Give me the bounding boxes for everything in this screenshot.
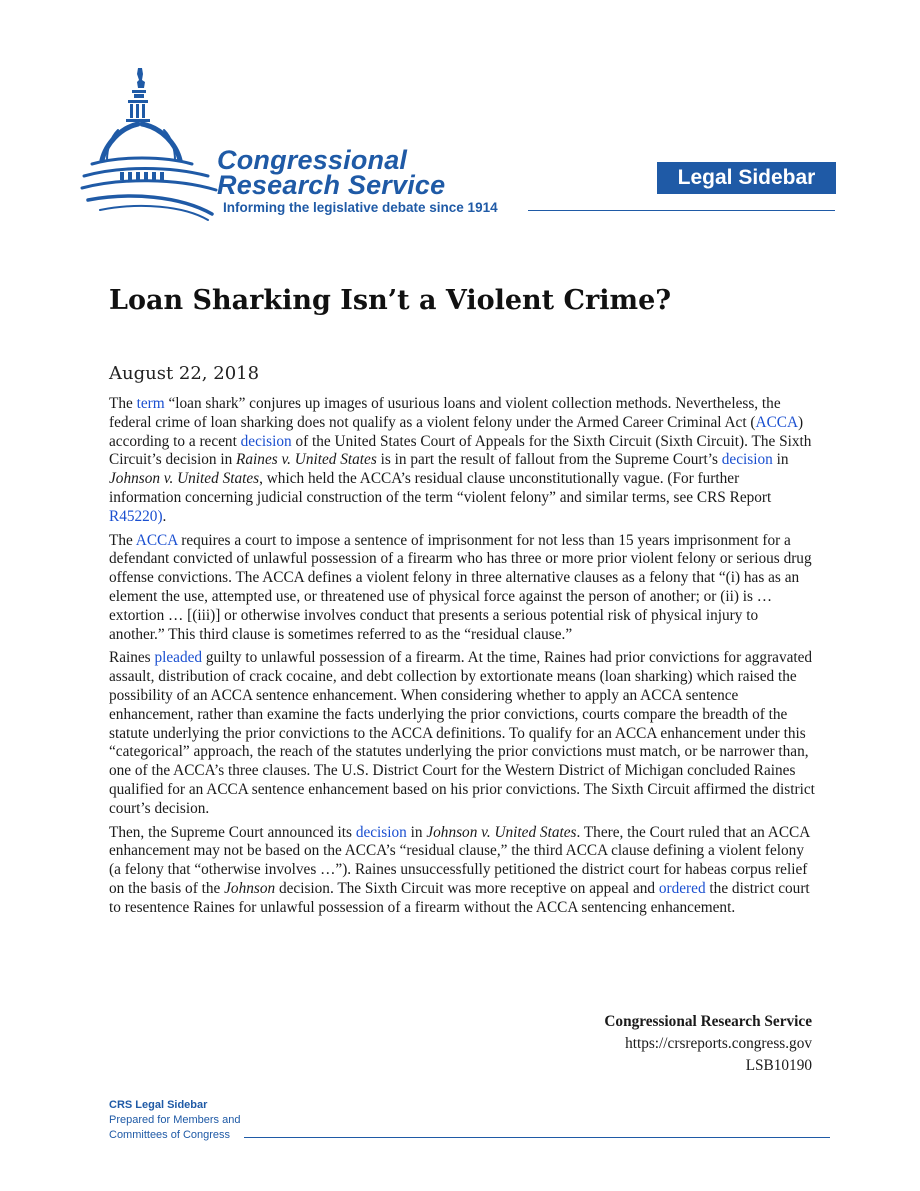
text-run: the district court to resentence Raines for unlawful possession of a firearm without the ACCA sentencing enhancement. bbox=[109, 879, 810, 916]
page-title: Loan Sharking Isn’t a Violent Crime? bbox=[109, 285, 672, 316]
footer-line2: Prepared for Members and bbox=[109, 1114, 241, 1126]
term-link[interactable]: term bbox=[136, 395, 165, 412]
report-id: LSB10190 bbox=[745, 1057, 812, 1074]
text-run: The bbox=[109, 395, 137, 412]
crs-url: https://crsreports.congress.gov bbox=[625, 1035, 812, 1052]
pleaded-link[interactable]: pleaded bbox=[154, 649, 203, 667]
text-run: , which held the ACCA’s residual clause unconstitutionally vague. (For further information concerning judicial construction of the term “violent felony” and similar terms, see CRS Report bbox=[109, 470, 772, 506]
paragraph-2 bbox=[109, 532, 815, 645]
text-run: . bbox=[162, 507, 167, 525]
paragraph-1 bbox=[109, 395, 815, 527]
case-name: Johnson v. United States bbox=[426, 823, 577, 841]
ordered-link[interactable]: ordered bbox=[658, 879, 706, 897]
sixth-circuit-decision-link[interactable]: decision bbox=[240, 432, 292, 450]
paragraph-4 bbox=[109, 824, 815, 918]
tagline: Informing the legislative debate since 1914 bbox=[223, 200, 498, 215]
publish-date: August 22, 2018 bbox=[109, 363, 260, 384]
text-run: in bbox=[406, 823, 427, 841]
author-org: Congressional Research Service bbox=[604, 1013, 812, 1030]
text-run: guilty to unlawful possession of a firearm. At the time, Raines had prior convictions for aggravated assault, distribution of crack cocaine, and debt collection by extortionate means (loan sharking) which raised the possibility of an ACCA sentence enhancement. When considering whether to apply an ACCA sentence enhancement, rather than examine the facts underlying the prior convictions, courts compare the breadth of the statute underlying the prior convictions to the ACCA definitions. To qualify for an ACCA enhancement under this “categorical” approach, the reach of the statutes underlying the prior convictions must match, or be narrower than, one of the ACCA’s three clauses. The U.S. District Court for the Western District of Michigan concluded Raines qualified for an ACCA sentence enhancement based on his prior convictions. The Sixth Circuit affirmed the district court’s decision. bbox=[109, 649, 815, 817]
acca-statute-link[interactable]: ACCA bbox=[135, 531, 178, 549]
text-run: of the United States Court of Appeals for the Sixth Circuit (Sixth Circuit). The Sixth Circuit’s decision in bbox=[109, 432, 812, 469]
org-name-line2: Research Service bbox=[217, 170, 446, 200]
supreme-court-decision-link[interactable]: decision bbox=[721, 451, 773, 469]
johnson-decision-link[interactable]: decision bbox=[355, 823, 407, 841]
crs-logo bbox=[80, 64, 540, 224]
case-name: Johnson bbox=[224, 879, 276, 897]
article-body bbox=[109, 395, 815, 923]
footer bbox=[109, 1098, 240, 1143]
author-block bbox=[604, 1011, 812, 1077]
case-name: Johnson v. United States bbox=[109, 470, 260, 488]
text-run: in bbox=[772, 451, 789, 469]
paragraph-3 bbox=[109, 649, 815, 818]
text-run: requires a court to impose a sentence of imprisonment for not less than 15 years imprisonment for a defendant convicted of unlawful possession of a firearm who has three or more prior violent felony or serious drug offense convictions. The ACCA defines a violent felony in three alternative clauses as a felony that “(i) has as an element the use, attempted use, or threatened use of physical force against the person of another; or (ii) is … extortion … [(iii)] or otherwise involves conduct that presents a serious potential risk of physical injury to another.” This third clause is sometimes referred to as the “residual clause.” bbox=[109, 531, 812, 643]
text-run: is in part the result of fallout from the Supreme Court’s bbox=[376, 451, 722, 469]
text-run: The bbox=[109, 531, 136, 549]
text-run: Then, the Supreme Court announced its bbox=[109, 823, 356, 841]
footer-line3: Committees of Congress bbox=[109, 1129, 231, 1141]
text-run: “loan shark” conjures up images of usurious loans and violent collection methods. Nevertheless, the federal crime of loan sharking does not qualify as a violent felony under the Armed Career Criminal Act ( bbox=[109, 395, 781, 431]
text-run: ) according to a recent bbox=[109, 413, 804, 450]
header-divider bbox=[528, 210, 835, 211]
text-run: Raines bbox=[109, 649, 155, 667]
acca-link[interactable]: ACCA bbox=[755, 413, 799, 431]
text-run: . There, the Court ruled that an ACCA enhancement may not be based on the ACCA’s “residual clause,” the third ACCA clause defining a violent felony (a felony that “otherwise involves …”). Raines unsuccessfully petitioned the district court for habeas corpus relief on the basis of the bbox=[109, 823, 810, 897]
case-name: Raines v. United States bbox=[236, 451, 377, 469]
footer-title: CRS Legal Sidebar bbox=[109, 1099, 208, 1111]
legal-sidebar-badge: Legal Sidebar bbox=[657, 162, 836, 194]
text-run: decision. The Sixth Circuit was more receptive on appeal and bbox=[275, 879, 659, 897]
org-name-line1: Congressional bbox=[217, 145, 408, 175]
crs-report-link[interactable]: R45220) bbox=[109, 507, 163, 525]
footer-divider bbox=[244, 1137, 830, 1138]
